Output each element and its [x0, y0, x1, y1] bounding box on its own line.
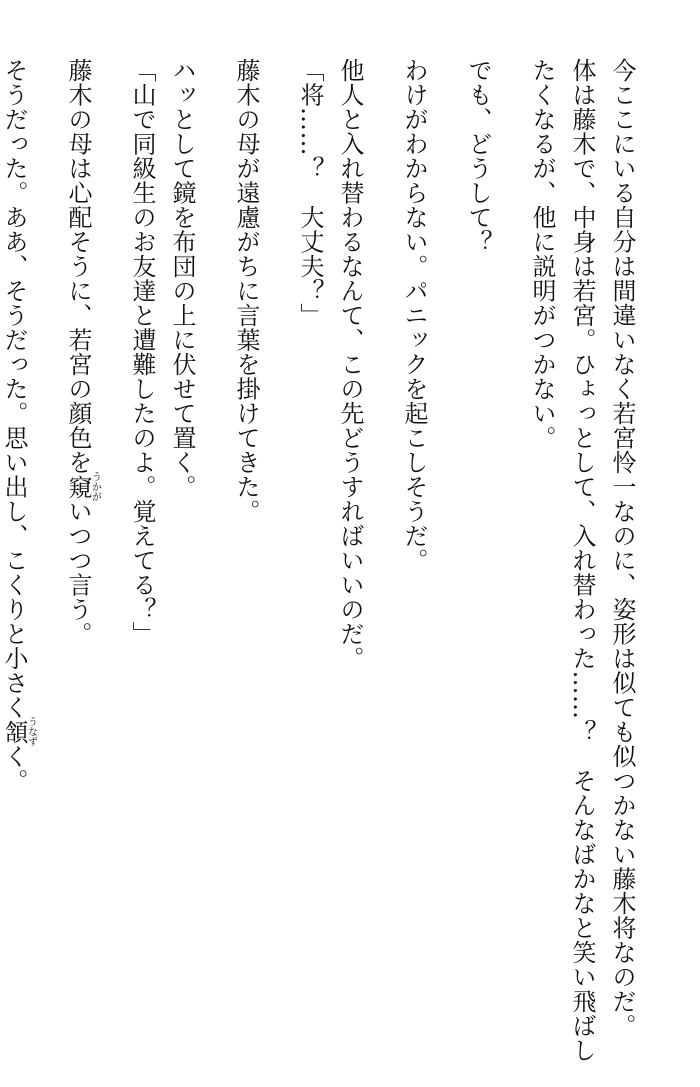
- text-line-2: 体は藤木で、中身は若宮。ひょっとして、入れ替わった……？ そんなばかなと笑い飛ばし: [568, 58, 596, 1063]
- ruby-ukagau: [64, 471, 101, 502]
- text-line-11-before: 藤木の母は心配そうに、若宮の顔色を: [64, 58, 92, 475]
- text-line-11: [58, 58, 122, 958]
- ruby-reading-unazuku: うなず: [25, 716, 37, 747]
- text-line-12-after: く。: [0, 744, 28, 793]
- text-line-8: 藤木の母が遠慮がちに言葉を掛けてきた。: [232, 58, 260, 524]
- ruby-reading-ukagau: うかが: [89, 471, 101, 502]
- text-line-5: わけがわからない。パニックを起こしそうだ。: [400, 58, 428, 573]
- text-line-3: たくなるが、他に説明がつかない。: [528, 58, 556, 450]
- text-line-11-after: いつつ言う。: [64, 499, 92, 646]
- text-line-9: ハッとして鏡を布団の上に伏せて置く。: [168, 58, 196, 499]
- text-line-7: 「将……？ 大丈夫？」: [296, 58, 324, 328]
- text-line-10: 「山で同級生のお友達と遭難したのよ。覚えてる？」: [128, 58, 156, 646]
- ruby-unazuku: [0, 716, 37, 747]
- ruby-base-ukagau: 窺: [64, 471, 92, 502]
- text-line-12-before: そうだった。ああ、そうだった。思い出し、こくりと小さく: [0, 58, 28, 720]
- ruby-base-unazuku: 頷: [0, 716, 28, 747]
- text-line-4: でも、どうして？: [464, 58, 492, 254]
- text-line-6: 他人と入れ替わるなんて、この先どうすればいいのだ。: [336, 58, 364, 671]
- text-line-12: [0, 58, 58, 958]
- text-line-1: 今ここにいる自分は間違いなく若宮怜一なのに、姿形は似ても似つかない藤木将なのだ。: [608, 58, 636, 1038]
- vertical-text-body: [0, 58, 666, 1063]
